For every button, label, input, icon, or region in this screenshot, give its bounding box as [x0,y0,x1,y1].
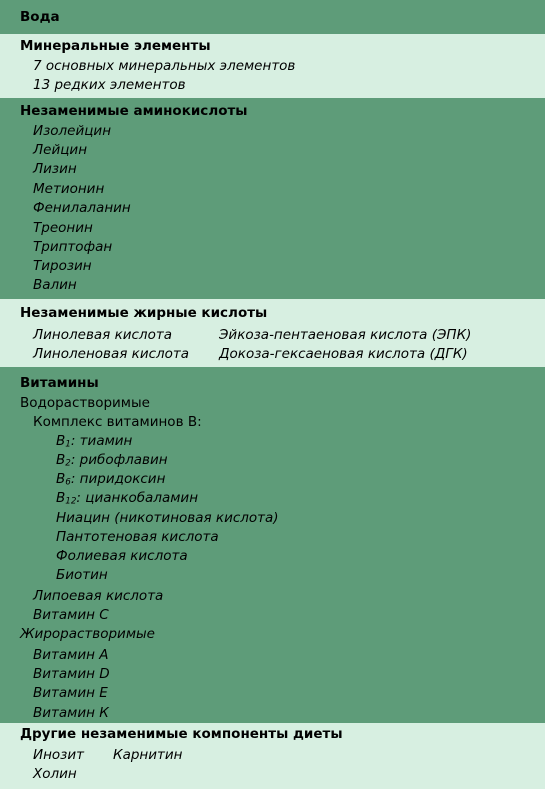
list-item: Карнитин [113,747,183,763]
list-item: Лизин [33,161,77,177]
list-item: B1: тиамин [56,433,133,450]
list-item: Холин [33,766,77,782]
list-item: Метионин [33,181,105,197]
list-item: Лейцин [33,142,88,158]
list-item: Витамин К [33,705,109,721]
list-item: Витамин D [33,666,110,682]
section-water [0,0,545,34]
vitamins-b-complex-label: Комплекс витаминов В: [33,414,202,430]
list-item: B6: пиридоксин [56,471,166,488]
list-item: Витамин С [33,607,109,623]
list-item: Липоевая кислота [33,588,164,604]
list-item: Валин [33,277,77,293]
list-item: Фолиевая кислота [56,548,188,564]
section-title-vitamins: Витамины [20,375,99,391]
list-item: 13 редких элементов [33,77,186,93]
list-item: Изолейцин [33,123,112,139]
list-item: Триптофан [33,239,113,255]
section-minerals [0,34,545,98]
list-item: Тирозин [33,258,92,274]
list-item: Треонин [33,220,93,236]
list-item: B2: рибофлавин [56,452,168,469]
section-amino-acids [0,98,545,299]
section-title-other-components: Другие незаменимые компоненты диеты [20,726,343,742]
section-vitamins [0,367,545,723]
list-item: Витамин А [33,647,109,663]
list-item: Ниацин (никотиновая кислота) [56,510,279,526]
list-item: Пантотеновая кислота [56,529,219,545]
list-item: B12: цианкобаламин [56,490,199,507]
section-title-minerals: Минеральные элементы [20,38,211,54]
vitamins-fat-soluble-label: Жирорастворимые [20,626,155,642]
section-title-water: Вода [20,9,60,25]
list-item: Фенилаланин [33,200,131,216]
list-item: Витамин Е [33,685,108,701]
section-fatty-acids [0,299,545,367]
list-item: Докоза-гексаеновая кислота (ДГК) [219,346,468,362]
section-title-fatty-acids: Незаменимые жирные кислоты [20,305,268,321]
list-item: Эйкоза-пентаеновая кислота (ЭПК) [219,327,472,343]
section-title-amino-acids: Незаменимые аминокислоты [20,103,248,119]
list-item: 7 основных минеральных элементов [33,58,296,74]
vitamins-water-soluble-label: Водорастворимые [20,395,150,411]
list-item: Биотин [56,567,108,583]
list-item: Линолевая кислота [33,327,172,343]
list-item: Линоленовая кислота [33,346,190,362]
section-other-components [0,723,545,789]
list-item: Инозит [33,747,85,763]
